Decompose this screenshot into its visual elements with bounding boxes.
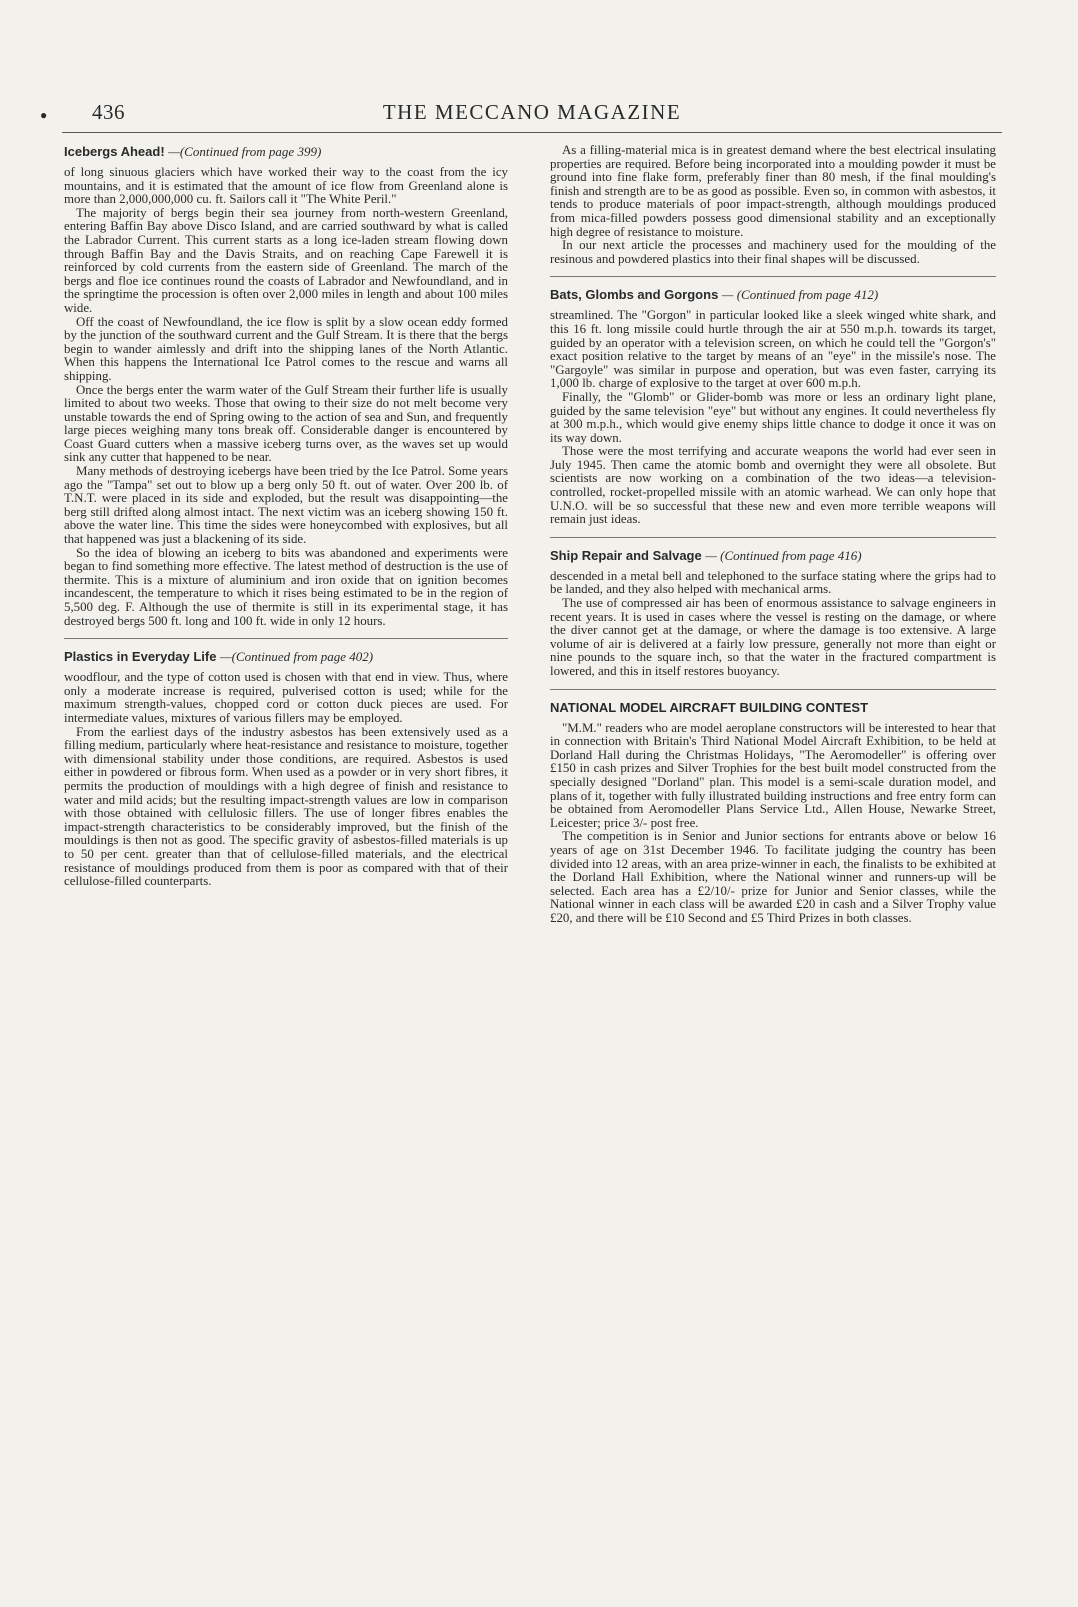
paragraph: woodflour, and the type of cotton used is chosen with that end in view. Thus, where only a moderate increase is required, pulverised cotton is used; while for the maximum strength-values, chopped cord or cotton duck pieces are used. For intermediate values, mixtures of various fillers may be employed. xyxy=(64,670,508,725)
paragraph: Once the bergs enter the warm water of the Gulf Stream their further life is usually limited to about two weeks. Those that owing to their size do not melt become very unstable towards the end of Spring owing to the action of sea and Sun, and frequently large pieces weighing many tons break off. Considerable danger is encountered by Coast Guard cutters when a massive iceberg turns over, as the waves set up would sink any cutter that happened to be near. xyxy=(64,382,508,465)
section-divider xyxy=(550,689,996,690)
continued-note: — (Continued from page 416) xyxy=(705,547,862,563)
paragraph: The use of compressed air has been of enormous assistance to salvage engineers in recent years. It is used in cases where the vessel is resting on the damage, or where the diver cannot get at the damage, or where the damage is too extensive. A large volume of air is delivered at a fairly low pressure, generally not more than eight or nine pounds to the square inch, so that the water in the fractured compartment is lowered, and this in itself restores buoyancy. xyxy=(550,596,996,678)
section-heading-icebergs xyxy=(64,144,508,160)
paragraph: "M.M." readers who are model aeroplane constructors will be interested to hear that in connection with Britain's Third National Model Aircraft Exhibition, to be held at Dorland Hall during the Christmas Holidays, "The Aeromodeller" is offering over £150 in cash prizes and Silver Trophies for the best built model constructed from the specially designed "Dorland" plan. This model is a semi-scale duration model, and plans of it, together with fully illustrated building instructions and free entry form can be obtained from Aeromodeller Plans Service Ltd., Allen House, Newarke Street, Leicester; price 3/- post free. xyxy=(550,720,996,830)
paragraph: Those were the most terrifying and accurate weapons the world had ever seen in July 1945. Then came the atomic bomb and overnight they were all obsolete. But scientists are now working on a combination of the two ideas—a television-controlled, rocket-propelled missile with an atomic warhead. We can only hope that U.N.O. will be so successful that these new and even more terrible weapons will remain just ideas. xyxy=(550,444,996,527)
paragraph: So the idea of blowing an iceberg to bits was abandoned and experiments were began to find something more effective. The latest method of destruction is the use of thermite. This is a mixture of aluminium and iron oxide that on ignition becomes incandescent, the temperature to which it rises being estimated to be in the region of 5,500 deg. F. Although the use of thermite is still in its experimental stage, it has destroyed bergs 500 ft. long and 100 ft. wide in only 12 hours. xyxy=(64,545,508,628)
continued-note: — (Continued from page 412) xyxy=(721,287,879,303)
page-number: 436 xyxy=(92,100,125,124)
heading-text: Ship Repair and Salvage xyxy=(550,547,702,563)
paragraph: The majority of bergs begin their sea journey from north-western Greenland, entering Baffin Bay above Disco Island, and are carried southward by what is called the Labrador Current. This current starts as a long ice-laden stream flowing down through Baffin Bay and the Davis Straits, and on reaching Cape Farewell it is reinforced by cold currents from the eastern side of Greenland. The march of the bergs and floe ice continues round the coasts of Labrador and Newfoundland, and in the springtime the procession is often over 2,000 miles in length and about 100 miles wide. xyxy=(64,205,508,315)
heading-text: Icebergs Ahead! xyxy=(64,144,165,159)
bullet-mark: ● xyxy=(40,108,48,122)
section-divider xyxy=(550,276,996,277)
section-heading-contest: NATIONAL MODEL AIRCRAFT BUILDING CONTEST xyxy=(550,699,869,715)
section-heading-bats xyxy=(550,287,996,303)
section-divider xyxy=(550,537,996,538)
paragraph: As a filling-material mica is in greatest demand where the best electrical insulating properties are required. Before being incorporated into a moulding powder it must be ground into fine flake form, preferably finer than 80 mesh, if the final moulding's finish and strength are to be as good as possible. Even so, in common with asbestos, it tends to produce materials of poor impact-strength, although mouldings produced from mica-filled powders possess good dimensional stability and an exceptionally high degree of resistance to moisture. xyxy=(550,143,996,239)
heading-text: Bats, Glombs and Gorgons xyxy=(550,287,719,303)
header-rule xyxy=(62,132,1002,133)
paragraph: streamlined. The "Gorgon" in particular looked like a sleek winged white shark, and this 16 ft. long missile could hurtle through the air at 550 m.p.h. towards its target, guided by an operator with a television screen, on which he could tell the "Gorgon's" exact position relative to the target by means of an "eye" in the missile's nose. The "Gargoyle" was similar in purpose and operation, but was even faster, carrying its 1,000 lb. charge of explosive to the target at over 600 m.p.h. xyxy=(550,308,996,391)
paragraph: Finally, the "Glomb" or Glider-bomb was more or less an ordinary light plane, guided by the same television "eye" but without any engines. It could nevertheless fly at 300 m.p.h., which would give enemy ships little chance to dodge it once it was on its way down. xyxy=(550,389,996,445)
paragraph: Off the coast of Newfoundland, the ice flow is split by a slow ocean eddy formed by the junction of the southward current and the Gulf Stream. It is there that the bergs begin to wander aimlessly and drift into the shipping lanes of the North Atlantic. When this happens the International Ice Patrol comes to the rescue and warns all shipping. xyxy=(64,314,508,383)
paragraph: of long sinuous glaciers which have worked their way to the coast from the icy mountains, and it is estimated that the amount of ice flow from Greenland alone is more than 2,000,000,000 cu. ft. Sailors call it "The White Peril." xyxy=(64,165,508,207)
left-column xyxy=(64,144,508,889)
paragraph: In our next article the processes and machinery used for the moulding of the resinous and powdered plastics into their final shapes will be discussed. xyxy=(550,238,996,266)
paragraph: descended in a metal bell and telephoned to the surface stating where the grips had to be landed, and they also helped with mechanical arms. xyxy=(550,568,996,597)
paragraph: From the earliest days of the industry asbestos has been extensively used as a filling medium, particularly where heat-resistance and resistance to moisture, together with dimensional stability under those conditions, are required. Asbestos is used either in powdered or fibrous form. When used as a powder or in very short fibres, it permits the production of mouldings with a high degree of finish and resistance to water and mild acids; but the resulting impact-strength values are low in comparison with those obtained with cellulosic fillers. The use of longer fibres enables the impact-strength characteristics to be considerably improved, but the finish of the mouldings is then not as good. The specific gravity of asbestos-filled materials is up to 50 per cent. greater than that of cellulose-filled materials, and the electrical resistance of mouldings produced from them is poor as compared with that of their cellulose-filled counterparts. xyxy=(64,724,508,889)
continued-note: —(Continued from page 399) xyxy=(168,144,322,159)
heading-text: Plastics in Everyday Life xyxy=(64,649,217,665)
magazine-title: THE MECCANO MAGAZINE xyxy=(382,100,682,124)
section-heading-plastics xyxy=(64,649,508,665)
section-divider xyxy=(64,638,508,639)
paragraph: The competition is in Senior and Junior sections for entrants above or below 16 years of age on 31st December 1946. To facilitate judging the country has been divided into 12 areas, with an area prize-winner in each, the finalists to be exhibited at the Dorland Hall Exhibition, where the National winner and runners-up will be selected. Each area has a £2/10/- prize for Junior and Senior classes, while the National winner in each class will be awarded £20 in cash and a Silver Trophy value £20, and there will be £10 Second and £5 Third Prizes in both classes. xyxy=(550,829,996,925)
right-column xyxy=(550,144,996,926)
paragraph: Many methods of destroying icebergs have been tried by the Ice Patrol. Some years ago the "Tampa" set out to blow up a berg only 50 ft. out of water. Over 200 lb. of T.N.T. were placed in its side and exploded, but the result was disappointing—the berg still drifted along almost intact. The next victim was an iceberg showing 150 ft. above the water line. This time the sides were honeycombed with explosives, but all that happened was just a blackening of its side. xyxy=(64,464,508,547)
section-heading-ship xyxy=(550,548,996,564)
continued-note: —(Continued from page 402) xyxy=(220,649,374,665)
page-header xyxy=(40,96,1002,132)
